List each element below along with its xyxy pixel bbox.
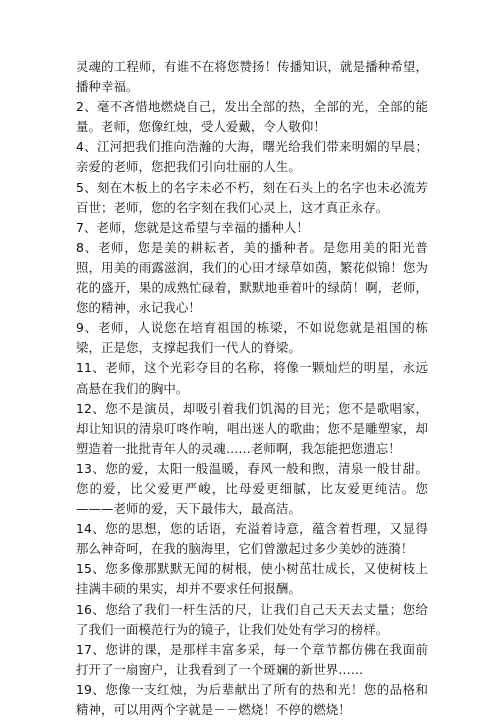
paragraph-8: 8、老师，您是美的耕耘者，美的播种者。是您用美的阳光普照，用美的雨露滋润，我们的心田才绿草如茵，繁花似锦！您为花的盛开，果的成熟忙碌着，默默地垂着叶的绿荫！啊，老师，您的精神，永记我心！ [76,239,428,316]
paragraph-intro: 灵魂的工程师，有谁不在将您赞扬！传播知识，就是播种希望，播种幸福。 [76,59,428,95]
paragraph-4: 4、江河把我们推向浩瀚的大海，曙光给我们带来明媚的早晨；亲爱的老师，您把我们引向壮丽的人生。 [76,139,428,175]
paragraph-17: 17、您讲的课，是那样丰富多采，每一个章节都仿佛在我面前打开了一扇窗户，让我看到了一个斑斓的新世界…… [76,641,428,677]
document-body [76,57,428,720]
paragraph-16: 16、您给了我们一杆生活的尺，让我们自己天天去丈量；您给了我们一面模范行为的镜子，让我们处处有学习的榜样。 [76,601,428,637]
paragraph-13: 13、您的爱，太阳一般温暖，春风一般和煦，清泉一般甘甜。您的爱，比父爱更严峻，比母爱更细腻，比友爱更纯洁。您———老师的爱，天下最伟大，最高洁。 [76,460,428,517]
paragraph-11: 11、老师，这个光彩夺目的名称，将像一颗灿烂的明星，永远高悬在我们的胸中。 [76,360,428,396]
paragraph-7: 7、老师，您就是这希望与幸福的播种人！ [76,219,309,235]
paragraph-2: 2、毫不吝惜地燃烧自己，发出全部的热，全部的光，全部的能量。老师，您像红烛，受人爱戴，令人敬仰！ [76,99,428,135]
paragraph-14: 14、您的思想，您的话语，充溢着诗意，蕴含着哲理，又显得那么神奇呵，在我的脑海里，它们曾激起过多少美妙的涟漪！ [76,521,428,557]
paragraph-19: 19、您像一支红烛，为后辈献出了所有的热和光！您的品格和精神，可以用两个字就是－－燃烧！不停的燃烧！ [76,681,428,717]
paragraph-5: 5、刻在木板上的名字未必不朽，刻在石头上的名字也未必流芳百世；老师，您的名字刻在我们心灵上，这才真正永存。 [76,179,428,215]
paragraph-15: 15、您多像那默默无闻的树根，使小树茁壮成长，又使树枝上挂满丰硕的果实，却并不要求任何报酬。 [76,561,428,597]
paragraph-9: 9、老师，人说您在培育祖国的栋梁，不如说您就是祖国的栋梁，正是您，支撑起我们一代人的脊梁。 [76,320,428,356]
paragraph-12: 12、您不是演员，却吸引着我们饥渴的目光；您不是歌唱家，却让知识的清泉叮咚作响，唱出迷人的歌曲；您不是雕塑家，却塑造着一批批青年人的灵魂……老师啊，我怎能把您遗忘！ [76,400,428,456]
